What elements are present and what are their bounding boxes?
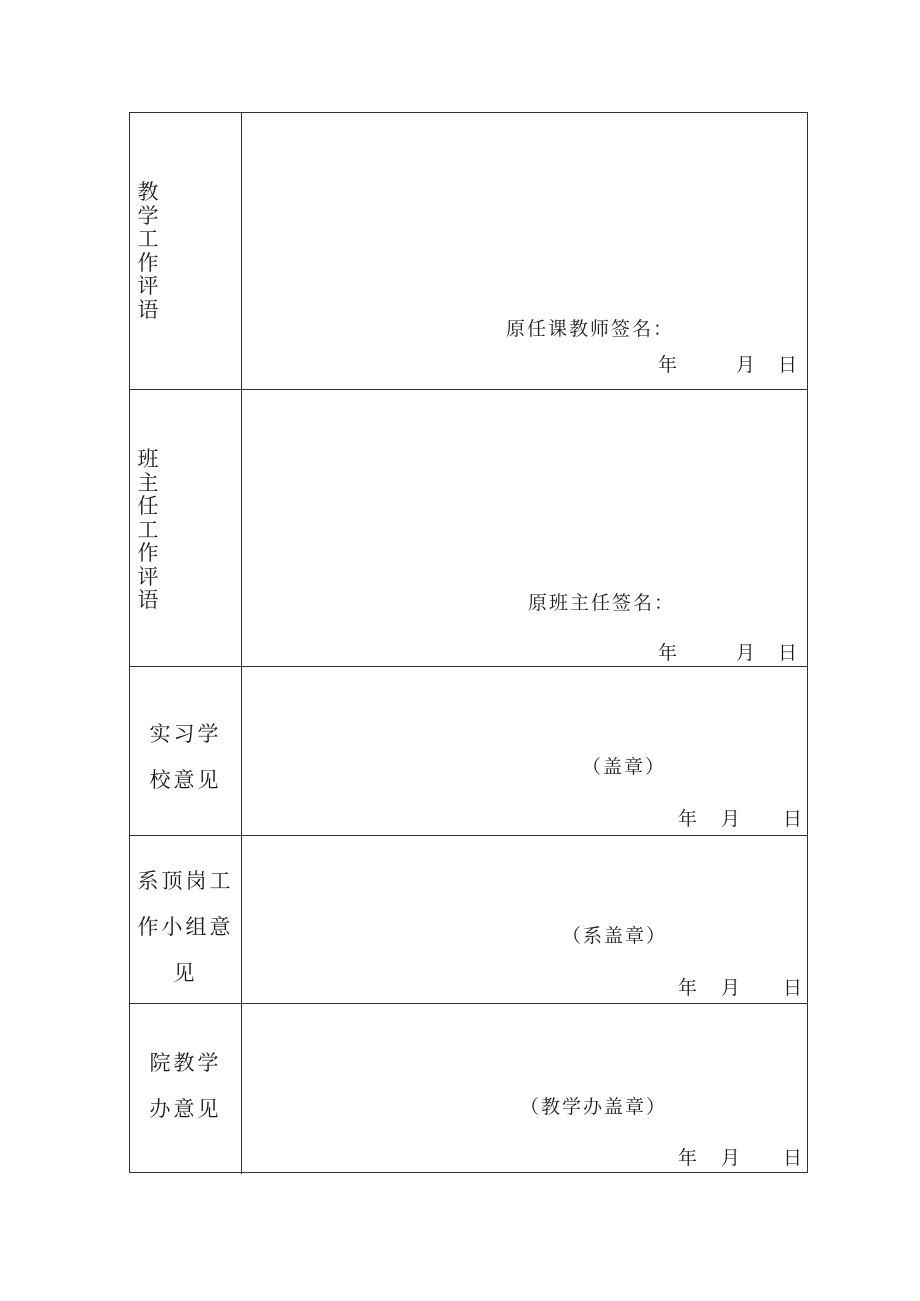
- teaching-office-stamp-label: （教学办盖章）: [520, 1096, 668, 1118]
- label-char: 评: [137, 274, 159, 298]
- teaching-evaluation-content-area[interactable]: [242, 113, 807, 390]
- date-month: 月: [721, 808, 741, 830]
- label-char: 语: [137, 588, 159, 612]
- teaching-office-opinion-row: [130, 1003, 807, 1174]
- date-month: 月: [736, 642, 756, 664]
- date-year: 年: [678, 977, 698, 999]
- row-label-cell: [130, 390, 242, 667]
- label-line: 办意见: [149, 1097, 222, 1121]
- row-label-cell: [130, 836, 242, 1004]
- internship-school-opinion-label: [130, 711, 241, 803]
- label-char: 工: [137, 517, 159, 542]
- label-char: 学: [137, 203, 159, 228]
- date-day: 日: [778, 642, 798, 664]
- department-workgroup-opinion-content-area[interactable]: [242, 836, 807, 1004]
- label-char: 教: [137, 180, 159, 204]
- label-char: 主: [137, 470, 159, 495]
- label-char: 工: [137, 227, 159, 251]
- row-label-cell: [130, 667, 242, 836]
- label-char: 任: [137, 494, 159, 518]
- teacher-signature-label: 原任课教师签名：: [506, 318, 675, 340]
- label-line: 作小组意: [137, 915, 234, 939]
- label-char: 作: [137, 250, 159, 275]
- department-stamp-label: （系盖章）: [562, 925, 668, 947]
- date-day: 日: [783, 1147, 803, 1169]
- date-year: 年: [658, 642, 678, 664]
- date-month: 月: [721, 1147, 741, 1169]
- teaching-office-opinion-label: [130, 1040, 241, 1132]
- department-workgroup-opinion-row: [130, 835, 807, 1004]
- teaching-evaluation-row: [130, 113, 807, 390]
- date-year: 年: [678, 1147, 698, 1169]
- label-line: 见: [173, 961, 198, 985]
- label-line: 院教学: [149, 1051, 222, 1075]
- head-teacher-evaluation-label: [136, 448, 160, 613]
- internship-school-opinion-row: [130, 666, 807, 836]
- label-char: 语: [137, 297, 159, 322]
- head-teacher-signature-label: 原班主任签名：: [528, 592, 676, 614]
- label-char: 作: [137, 541, 159, 565]
- date-day: 日: [778, 354, 798, 376]
- label-char: 班: [137, 447, 159, 471]
- label-char: 评: [137, 564, 159, 589]
- head-teacher-evaluation-content-area[interactable]: [242, 390, 807, 667]
- date-year: 年: [658, 354, 678, 376]
- label-line: 系顶岗工: [137, 869, 234, 893]
- label-line: 校意见: [149, 768, 222, 792]
- internship-school-opinion-content-area[interactable]: [242, 667, 807, 836]
- row-label-cell: [130, 1004, 242, 1174]
- head-teacher-evaluation-row: [130, 389, 807, 667]
- label-line: 实习学: [149, 722, 222, 746]
- department-workgroup-opinion-label: [130, 858, 241, 996]
- teaching-office-opinion-content-area[interactable]: [242, 1004, 807, 1174]
- evaluation-form-table: [129, 112, 808, 1173]
- date-month: 月: [721, 977, 741, 999]
- date-day: 日: [783, 808, 803, 830]
- date-year: 年: [678, 808, 698, 830]
- row-label-cell: [130, 113, 242, 390]
- stamp-label: （盖章）: [582, 756, 667, 778]
- teaching-evaluation-label: [136, 181, 160, 322]
- date-day: 日: [783, 977, 803, 999]
- date-month: 月: [736, 354, 756, 376]
